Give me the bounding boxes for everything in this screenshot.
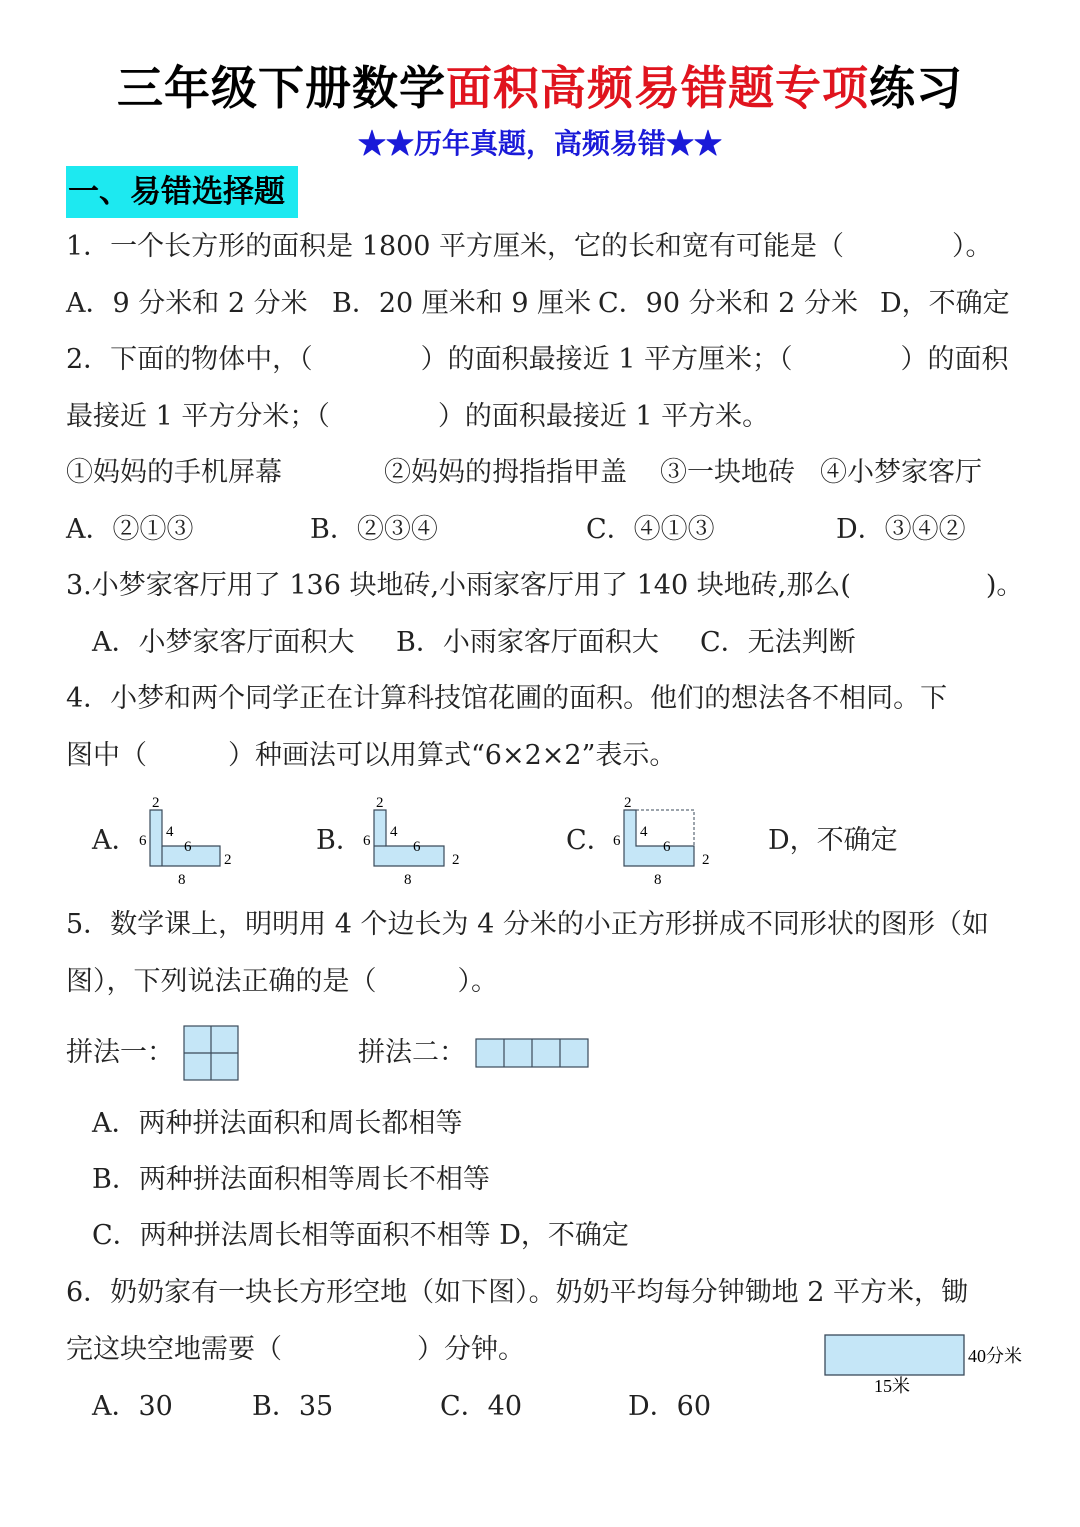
dim-left: 6 xyxy=(363,833,371,849)
q3-option-a[interactable]: A．小梦家客厅面积大 xyxy=(92,627,355,658)
q6-option-c[interactable]: C．40 xyxy=(440,1391,523,1422)
q2-item-3: ③一块地砖 xyxy=(660,457,795,488)
q5-method-2-figure xyxy=(475,1038,591,1070)
dim-top: 2 xyxy=(624,795,632,811)
title-part-2: 练习 xyxy=(869,61,963,115)
q5-method-1-label: 拼法一： xyxy=(66,1037,174,1068)
q2-option-a[interactable]: A．②①③ xyxy=(66,514,194,545)
page-title xyxy=(0,52,1080,118)
q2-stem-line2: 最接近 1 平方分米；（ ）的面积最接近 1 平方米。 xyxy=(66,401,770,432)
dim-inner-h: 6 xyxy=(663,839,671,855)
q6-length-label: 15米 xyxy=(874,1376,910,1396)
dim-right: 2 xyxy=(702,852,710,868)
q1-option-a[interactable]: A．9 分米和 2 分米 xyxy=(66,288,308,319)
q4-figure-a xyxy=(132,790,242,890)
q2-item-4: ④小梦家客厅 xyxy=(820,457,982,488)
q5-option-a[interactable]: A．两种拼法面积和周长都相等 xyxy=(92,1108,463,1139)
q5-option-c[interactable]: C．两种拼法周长相等面积不相等 D，不确定 xyxy=(92,1220,629,1251)
q5-method-2-label: 拼法二： xyxy=(358,1037,466,1068)
q5-option-b[interactable]: B．两种拼法面积相等周长不相等 xyxy=(92,1164,490,1195)
q6-field-figure xyxy=(824,1334,1044,1404)
q4-option-b[interactable]: B． xyxy=(316,825,363,856)
subtitle: ★★历年真题，高频易错★★ xyxy=(357,127,722,160)
q6-option-b[interactable]: B．35 xyxy=(252,1391,334,1422)
dim-inner-h: 6 xyxy=(184,839,192,855)
dim-inner-h: 6 xyxy=(413,839,421,855)
dim-inner-v: 4 xyxy=(166,824,174,840)
q4-stem-line1: 4．小梦和两个同学正在计算科技馆花圃的面积。他们的想法各不相同。下 xyxy=(66,683,948,714)
section-heading: 一、易错选择题 xyxy=(66,166,298,218)
q6-width-label: 40分米 xyxy=(968,1346,1022,1366)
q4-figure-c xyxy=(606,790,716,890)
title-highlight: 面积高频易错题专项 xyxy=(446,61,869,115)
dim-right: 2 xyxy=(224,852,232,868)
title-part-1: 三年级下册数学 xyxy=(117,61,446,115)
q3-option-c[interactable]: C．无法判断 xyxy=(700,627,856,658)
q1-option-c[interactable]: C．90 分米和 2 分米 xyxy=(598,288,858,319)
q1-option-d[interactable]: D，不确定 xyxy=(880,288,1010,319)
q2-item-2: ②妈妈的拇指指甲盖 xyxy=(384,457,627,488)
q5-stem-line1: 5．数学课上，明明用 4 个边长为 4 分米的小正方形拼成不同形状的图形（如 xyxy=(66,909,989,940)
q4-option-a[interactable]: A． xyxy=(92,825,139,856)
dim-top: 2 xyxy=(376,795,384,811)
q2-option-b[interactable]: B．②③④ xyxy=(310,514,438,545)
dim-inner-v: 4 xyxy=(640,824,648,840)
dim-bottom: 8 xyxy=(654,872,662,888)
q6-stem-line1: 6．奶奶家有一块长方形空地（如下图）。奶奶平均每分钟锄地 2 平方米，锄 xyxy=(66,1277,969,1308)
dim-bottom: 8 xyxy=(404,872,412,888)
dim-inner-v: 4 xyxy=(390,824,398,840)
dim-top: 2 xyxy=(152,795,160,811)
q1-option-b[interactable]: B．20 厘米和 9 厘米 xyxy=(332,288,592,319)
q4-stem-line2: 图中（ ）种画法可以用算式“6×2×2”表示。 xyxy=(66,740,677,771)
dim-left: 6 xyxy=(139,833,147,849)
q2-option-d[interactable]: D．③④② xyxy=(836,514,966,545)
dim-right: 2 xyxy=(452,852,460,868)
q4-figure-b xyxy=(356,790,466,890)
q4-option-d[interactable]: D，不确定 xyxy=(768,825,898,856)
q1-stem: 1．一个长方形的面积是 1800 平方厘米，它的长和宽有可能是（ ）。 xyxy=(66,231,993,262)
q4-option-c[interactable]: C． xyxy=(566,825,614,856)
q6-option-a[interactable]: A．30 xyxy=(92,1391,173,1422)
q2-option-c[interactable]: C．④①③ xyxy=(586,514,715,545)
q3-stem: 3.小梦家客厅用了 136 块地砖,小雨家客厅用了 140 块地砖,那么( )。 xyxy=(66,570,1024,601)
q6-option-d[interactable]: D．60 xyxy=(628,1391,712,1422)
dim-bottom: 8 xyxy=(178,872,186,888)
dim-left: 6 xyxy=(613,833,621,849)
q3-option-b[interactable]: B．小雨家客厅面积大 xyxy=(396,627,659,658)
q2-item-1: ①妈妈的手机屏幕 xyxy=(66,457,282,488)
q5-method-1-figure xyxy=(183,1025,241,1083)
q5-stem-line2: 图），下列说法正确的是（ ）。 xyxy=(66,966,498,997)
q2-stem-line1: 2．下面的物体中，（ ）的面积最接近 1 平方厘米；（ ）的面积 xyxy=(66,344,1009,375)
q6-stem-line2: 完这块空地需要（ ）分钟。 xyxy=(66,1334,525,1365)
